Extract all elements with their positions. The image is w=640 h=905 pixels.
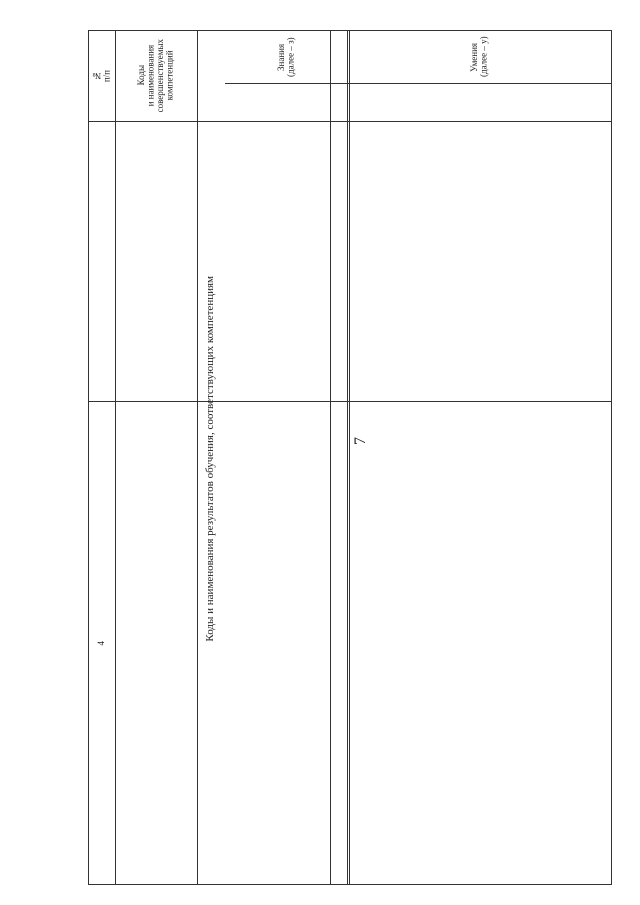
- competence-table: [88, 30, 612, 885]
- row-2-knowledge: [225, 401, 347, 886]
- row-2-number: 4: [96, 641, 107, 646]
- header-knowledge: Знания (далее – з): [275, 37, 295, 77]
- header-skills: Умения (далее – у): [468, 36, 488, 78]
- row-2-skills: [347, 401, 611, 886]
- header-number: № п/п: [91, 69, 111, 83]
- header-codes: Коды и наименования совершенствуемых компетенций: [136, 39, 175, 113]
- row-1-skills: [347, 83, 611, 401]
- page-number: 7: [352, 437, 369, 445]
- header-results: Коды и наименования результатов обучения, соответствующих компетенциям: [204, 275, 217, 642]
- row-1-competence: [115, 121, 197, 401]
- row-1-knowledge: [225, 83, 347, 401]
- row-2-competence: [115, 401, 197, 886]
- row-1-number: [89, 121, 115, 401]
